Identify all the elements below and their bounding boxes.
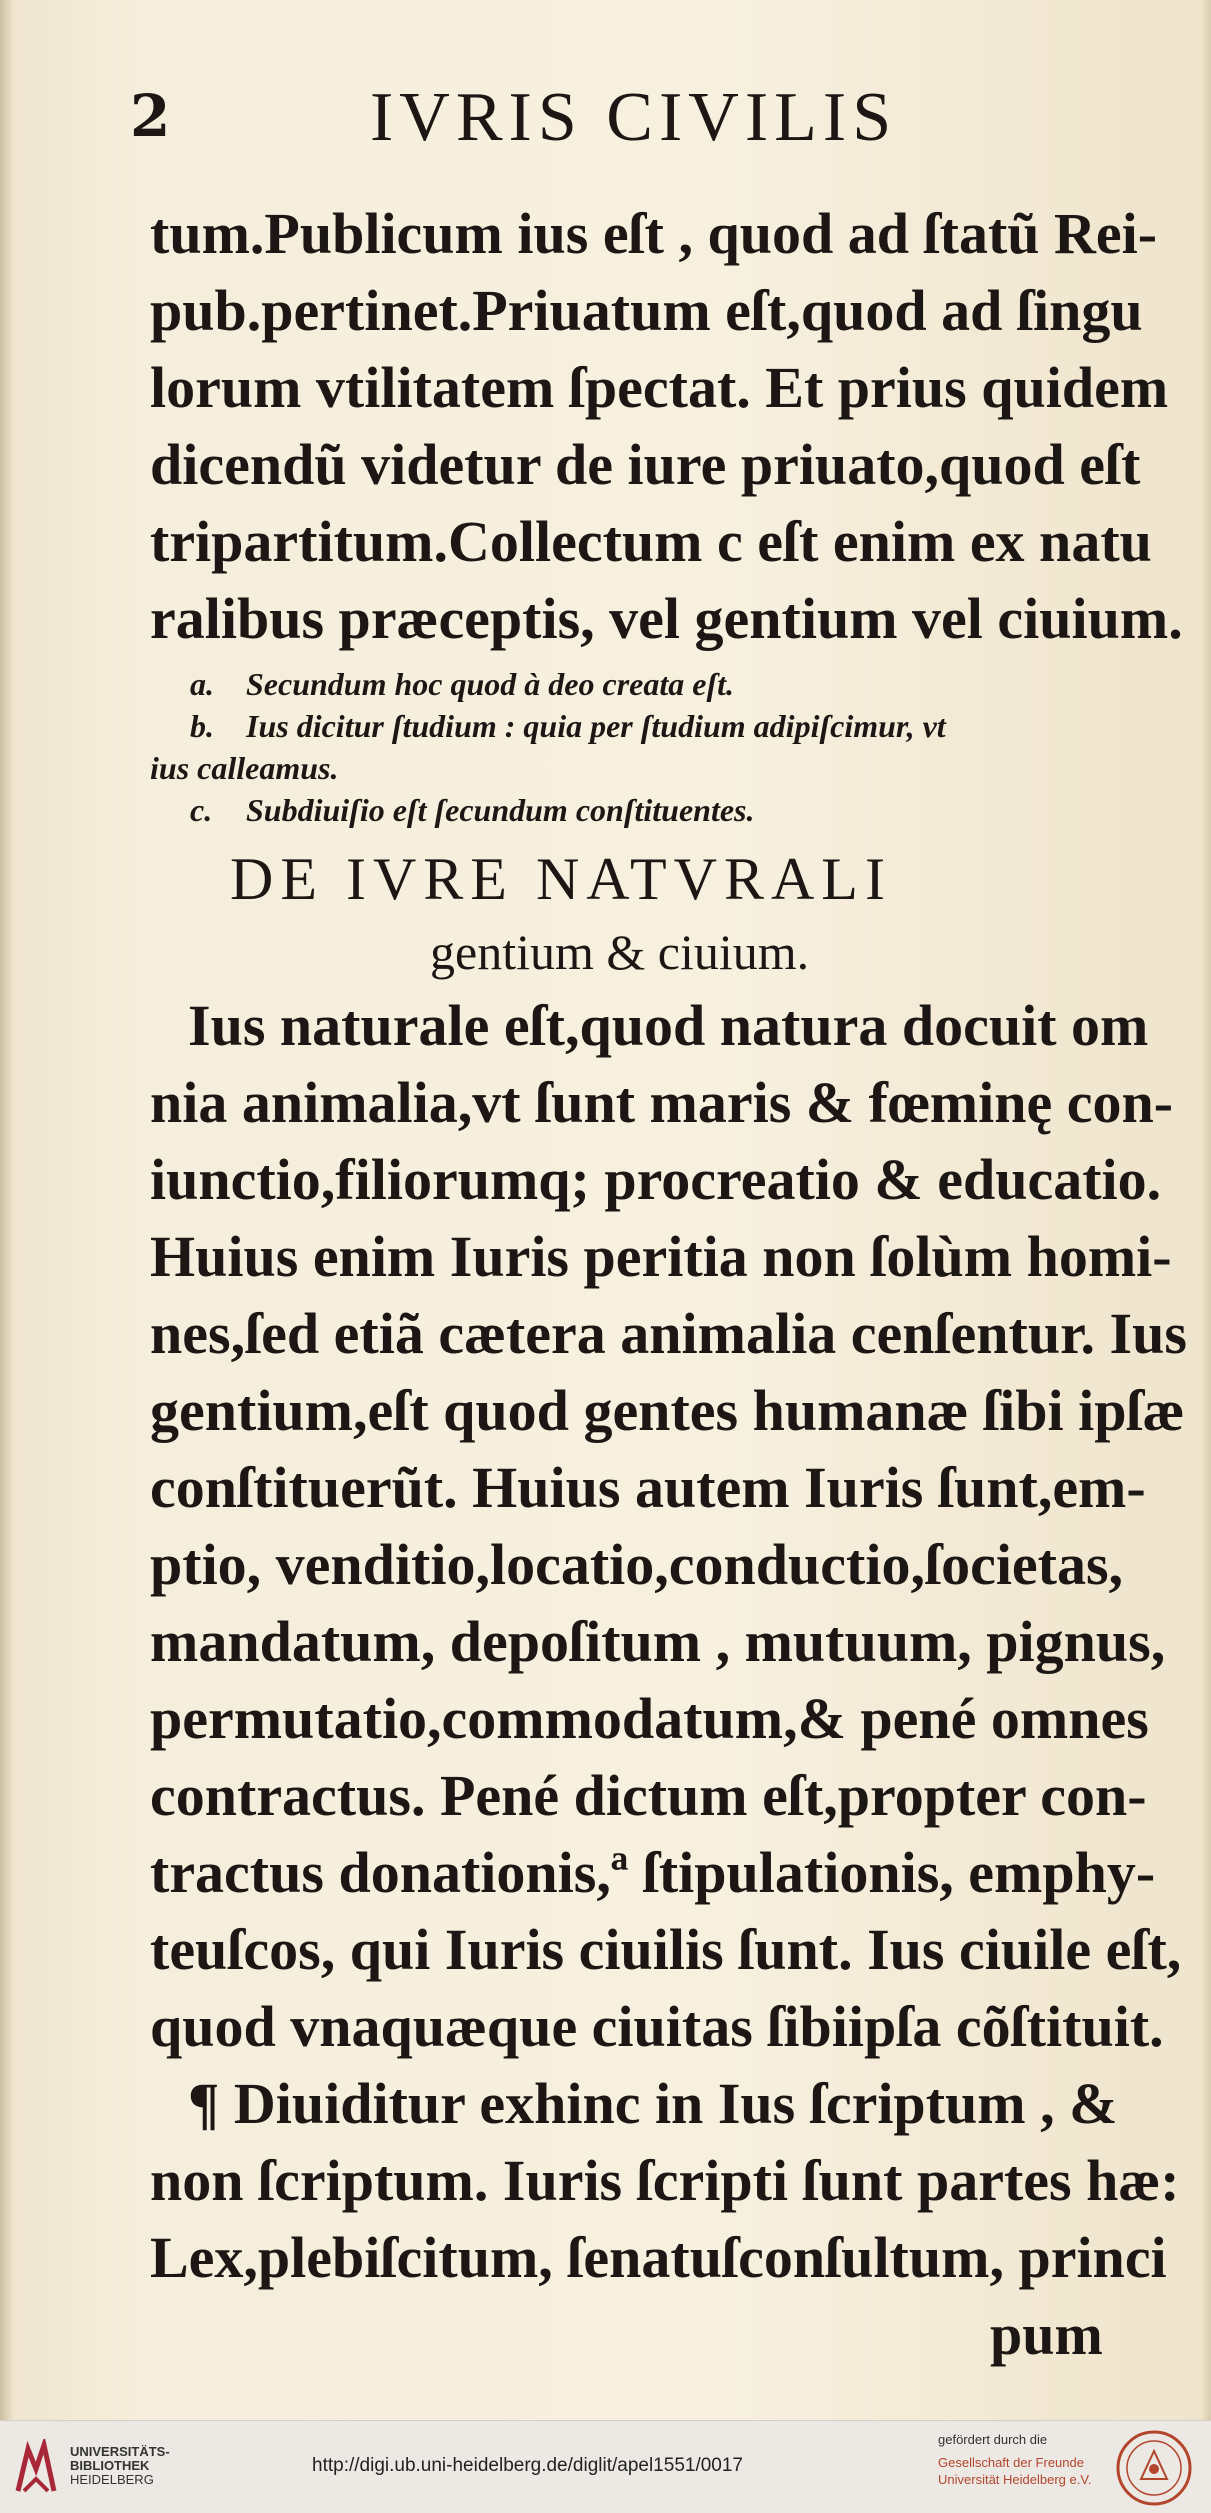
sponsor-org: Universität Heidelberg e.V. [938, 2472, 1092, 2487]
text-line: ptio, venditio,locatio,conductio,ſocietas, [150, 1532, 1124, 1597]
catchword: pum [990, 2302, 1103, 2367]
note-b-continued [150, 747, 1195, 789]
library-name[interactable] [70, 2445, 170, 2487]
text-line: Lex,plebiſcitum, ſenatuſconſultum, princi [150, 2225, 1167, 2290]
note-text: Ius dicitur ſtudium : quia per ſtudium adipiſcimur, vt [246, 708, 946, 744]
note-text: ius calleamus. [150, 750, 339, 786]
text-line: nia animalia,vt ſunt maris & fœminę con- [150, 1070, 1174, 1135]
text-line: dicendũ videtur de iure priuato,quod eſt [150, 432, 1141, 497]
note-mark: a. [190, 666, 214, 702]
text-line: ¶ Diuiditur exhinc in Ius ſcriptum , & [188, 2071, 1118, 2136]
text-line: contractus. Pené dictum eſt,propter con- [150, 1763, 1147, 1828]
sponsor-block[interactable] [938, 2431, 1118, 2488]
page-number: 2 [130, 82, 171, 150]
section-subheading: gentium & ciuium. [430, 924, 810, 980]
sponsor-org: Gesellschaft der Freunde [938, 2455, 1084, 2470]
note-mark: b. [190, 708, 214, 744]
text-line: iunctio,filiorumq; procreatio & educatio. [150, 1147, 1162, 1212]
text-line: tum.Publicum ius eſt , quod ad ſtatũ Rei- [150, 201, 1158, 266]
note-a [150, 663, 1195, 705]
university-seal-icon [1115, 2429, 1193, 2507]
text-line: Ius naturale eſt,quod natura docuit om [188, 993, 1149, 1058]
note-text: Secundum hoc quod à deo creata eſt. [246, 666, 734, 702]
text-line: quod vnaquæque ciuitas ſibiipſa cõſtituit. [150, 1994, 1164, 2059]
library-logo-icon[interactable] [14, 2439, 58, 2495]
text-line: permutatio,commodatum,& pené omnes [150, 1686, 1149, 1751]
sponsor-label: gefördert durch die [938, 2432, 1048, 2447]
text-line: teuſcos, qui Iuris ciuilis ſunt. Ius ciuile eſt, [150, 1917, 1182, 1982]
note-b [150, 705, 1195, 747]
running-title: IVRIS CIVILIS [370, 79, 898, 156]
running-head [130, 72, 1130, 172]
text-line: Huius enim Iuris peritia non ſolùm homi- [150, 1224, 1172, 1289]
text-line: nes,ſed etiã cætera animalia cenſentur. Ius [150, 1301, 1187, 1366]
text-line: tripartitum.Collectum c eſt enim ex natu [150, 509, 1152, 574]
note-text: Subdiuiſio eſt ſecundum conſtituentes. [246, 792, 755, 828]
paragraph-top [150, 195, 1195, 657]
paragraph-body [150, 987, 1195, 2373]
text-line: pub.pertinet.Priuatum eſt,quod ad ſingu [150, 278, 1143, 343]
text-line: tractus donationis,ª ſtipulationis, emphy- [150, 1840, 1156, 1905]
text-line: ralibus præceptis, vel gentium vel ciuium. [150, 586, 1183, 651]
note-mark: c. [190, 792, 213, 828]
library-line: UNIVERSITÄTS- [70, 2444, 170, 2459]
permalink-url[interactable]: http://digi.ub.uni-heidelberg.de/diglit/apel1551/0017 [312, 2455, 743, 2476]
text-line: mandatum, depoſitum , mutuum, pignus, [150, 1609, 1166, 1674]
library-line: HEIDELBERG [70, 2472, 154, 2487]
text-block [150, 195, 1195, 2373]
text-line: gentium,eſt quod gentes humanæ ſibi ipſæ [150, 1378, 1185, 1443]
text-line: lorum vtilitatem ſpectat. Et prius quidem [150, 355, 1169, 420]
text-line: conſtituerũt. Huius autem Iuris ſunt,em- [150, 1455, 1146, 1520]
viewer-footer [0, 2420, 1211, 2513]
marginal-notes [150, 663, 1195, 831]
text-line: non ſcriptum. Iuris ſcripti ſunt partes hæ: [150, 2148, 1180, 2213]
note-c [150, 789, 1195, 831]
section-heading: DE IVRE NATVRALI [230, 846, 892, 912]
library-line: BIBLIOTHEK [70, 2458, 150, 2473]
